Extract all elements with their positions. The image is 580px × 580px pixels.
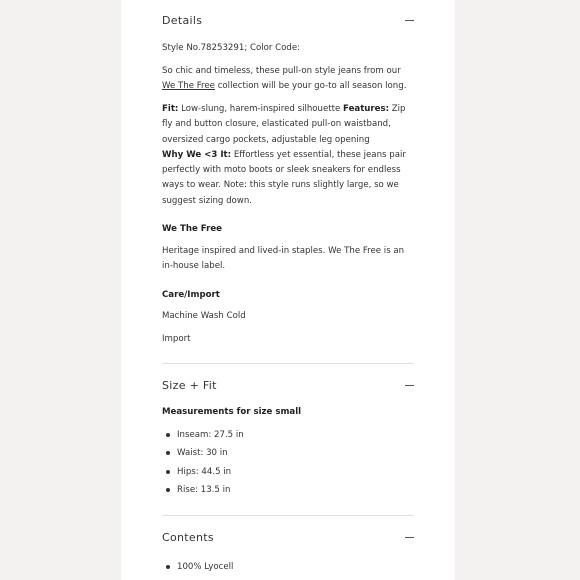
style-number: Style No.78253291; Color Code: bbox=[162, 43, 301, 53]
brand-heading: We The Free bbox=[162, 224, 223, 234]
we-the-free-link[interactable]: We The Free bbox=[162, 81, 215, 92]
product-info-panel bbox=[121, 0, 455, 580]
minus-icon[interactable] bbox=[405, 385, 414, 386]
care-heading: Care/Import bbox=[162, 290, 220, 300]
size-fit-title: Size + Fit bbox=[162, 378, 217, 392]
list-item: Waist: 30 in bbox=[162, 444, 414, 462]
product-intro bbox=[162, 64, 414, 95]
minus-icon[interactable] bbox=[405, 20, 414, 21]
measurements-heading: Measurements for size small bbox=[162, 407, 302, 417]
divider bbox=[162, 363, 414, 364]
minus-icon[interactable] bbox=[405, 537, 414, 538]
details-header[interactable] bbox=[162, 10, 414, 30]
contents-list bbox=[162, 558, 414, 576]
fit-text: Low-slung, harem-inspired silhouette bbox=[178, 104, 344, 114]
why-label: Why We <3 It: bbox=[162, 149, 232, 160]
features-label: Features: bbox=[343, 104, 390, 114]
fit-label: Fit: bbox=[162, 104, 179, 114]
why-text: Effortless yet essential, these jeans pair perfectly with moto boots or sleek sneakers for endless ways to wear. Note: this style runs slightly large, so we suggest sizing down. bbox=[162, 149, 406, 206]
intro-text-start: So chic and timeless, these pull-on style jeans from our bbox=[162, 66, 401, 76]
list-item: Rise: 13.5 in bbox=[162, 481, 414, 499]
care-wash: Machine Wash Cold bbox=[162, 311, 246, 321]
list-item: Hips: 44.5 in bbox=[162, 463, 414, 481]
contents-title: Contents bbox=[162, 530, 214, 544]
contents-header[interactable] bbox=[162, 527, 414, 547]
brand-description: Heritage inspired and lived-in staples. We The Free is an in-house label. bbox=[162, 246, 405, 272]
measurements-list bbox=[162, 426, 414, 499]
size-fit-header[interactable] bbox=[162, 375, 414, 395]
list-item: Inseam: 27.5 in bbox=[162, 426, 414, 444]
care-import: Import bbox=[162, 334, 191, 344]
product-features bbox=[162, 102, 414, 209]
details-title: Details bbox=[162, 13, 203, 27]
intro-text-end: collection will be your go-to all season long. bbox=[214, 81, 407, 92]
divider bbox=[162, 515, 414, 516]
features-text: Zip fly and button closure, elasticated pull-on waistband, oversized cargo pockets, adjustable leg opening bbox=[162, 104, 406, 145]
list-item: 100% Lyocell bbox=[162, 558, 414, 576]
